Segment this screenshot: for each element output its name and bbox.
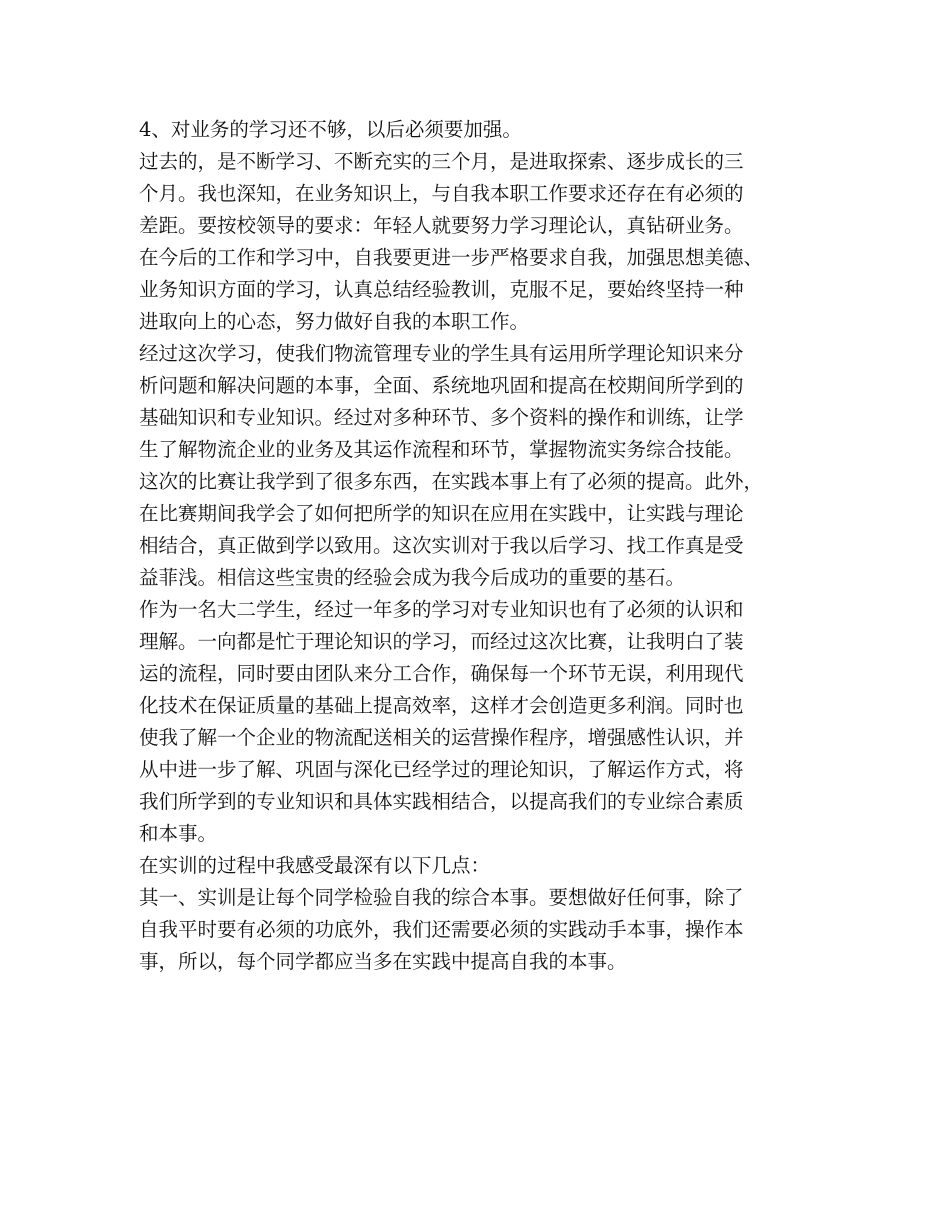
document-body [139,114,829,978]
text-line: 差距。要按校领导的要求：年轻人就要努力学习理论认，真钻研业务。 [139,214,744,237]
text-line: 个月。我也深知，在业务知识上，与自我本职工作要求还存在有必须的 [139,182,744,205]
text-line: 相结合，真正做到学以致用。这次实训对于我以后学习、找工作真是受 [139,534,744,557]
text-line: 自我平时要有必须的功底外，我们还需要必须的实践动手本事，操作本 [139,918,744,941]
text-line: 4、对业务的学习还不够，以后必须要加强。 [139,118,522,141]
text-line: 其一、实训是让每个同学检验自我的综合本事。要想做好任何事，除了 [139,886,744,909]
text-line: 和本事。 [139,822,218,845]
text-line: 过去的，是不断学习、不断充实的三个月，是进取探索、逐步成长的三 [139,150,744,173]
text-line: 这次的比赛让我学到了很多东西，在实践本事上有了必须的提高。此外， [139,470,764,493]
text-line: 我们所学到的专业知识和具体实践相结合，以提高我们的专业综合素质 [139,790,744,813]
text-line: 在比赛期间我学会了如何把所学的知识在应用在实践中，让实践与理论 [139,502,744,525]
text-line: 益菲浅。相信这些宝贵的经验会成为我今后成功的重要的基石。 [139,566,686,589]
text-line: 从中进一步了解、巩固与深化已经学过的理论知识，了解运作方式，将 [139,758,744,781]
text-line: 业务知识方面的学习，认真总结经验教训，克服不足，要始终坚持一种 [139,278,744,301]
text-line: 析问题和解决问题的本事，全面、系统地巩固和提高在校期间所学到的 [139,374,744,397]
text-line: 化技术在保证质量的基础上提高效率，这样才会创造更多利润。同时也 [139,694,744,717]
text-line: 理解。一向都是忙于理论知识的学习，而经过这次比赛，让我明白了装 [139,630,744,653]
text-line: 运的流程，同时要由团队来分工合作，确保每一个环节无误，利用现代 [139,662,744,685]
text-line: 进取向上的心态，努力做好自我的本职工作。 [139,310,530,333]
text-line: 事，所以，每个同学都应当多在实践中提高自我的本事。 [139,950,627,973]
text-line: 生了解物流企业的业务及其运作流程和环节，掌握物流实务综合技能。 [139,438,744,461]
text-line: 经过这次学习，使我们物流管理专业的学生具有运用所学理论知识来分 [139,342,744,365]
text-line: 使我了解一个企业的物流配送相关的运营操作程序，增强感性认识，并 [139,726,744,749]
text-line: 在实训的过程中我感受最深有以下几点： [139,854,491,877]
text-line: 在今后的工作和学习中，自我要更进一步严格要求自我，加强思想美德、 [139,246,764,269]
text-line: 作为一名大二学生，经过一年多的学习对专业知识也有了必须的认识和 [139,598,744,621]
text-line: 基础知识和专业知识。经过对多种环节、多个资料的操作和训练，让学 [139,406,744,429]
